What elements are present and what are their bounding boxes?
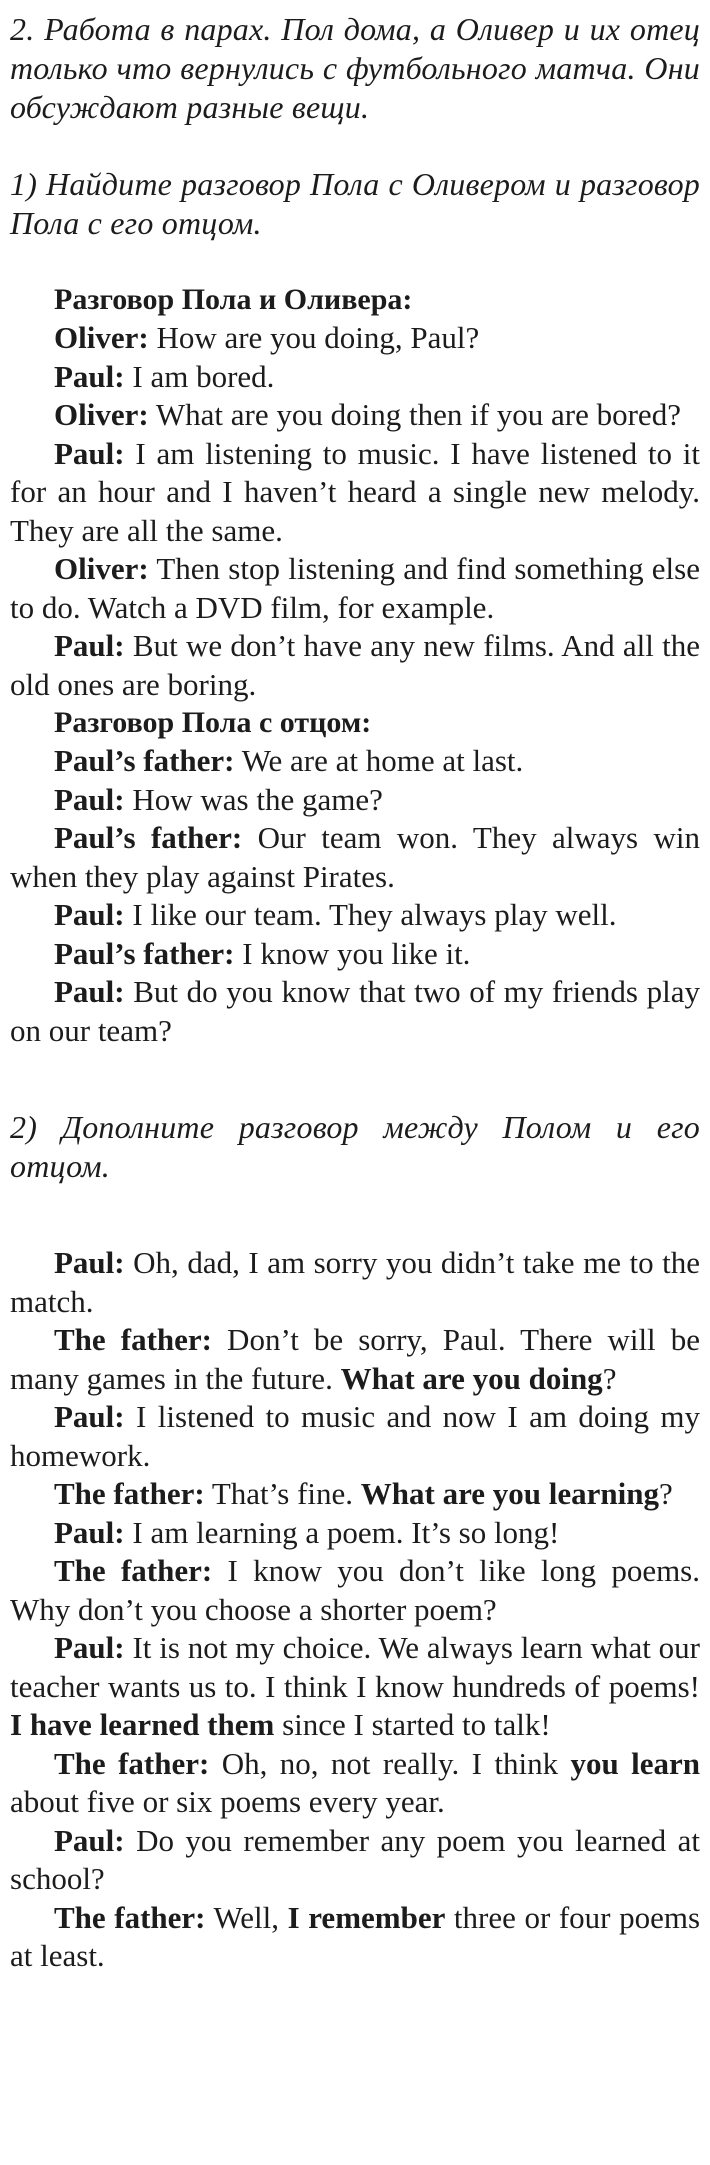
- speaker-name: Paul:: [54, 1399, 125, 1434]
- dialogue-line: [10, 1475, 700, 1514]
- line-text: I am listening to music. I have listened to it for an hour and I haven’t heard a single new melody. They are all the same.: [10, 435, 700, 548]
- line-text: Oh, no, not really. I think: [209, 1745, 571, 1781]
- line-text: ?: [659, 1476, 673, 1511]
- task-2-instruction: 2) Дополните разговор между Полом и его отцом.: [10, 1109, 700, 1184]
- dialogue-line: [10, 742, 700, 781]
- speaker-name: The father:: [54, 1322, 212, 1357]
- line-text: What are you doing then if you are bored?: [148, 397, 681, 432]
- dialogue-line: [10, 550, 700, 627]
- dialogue-line: [10, 1629, 700, 1745]
- dialogue-line: [10, 1899, 700, 1976]
- line-text: Don’t be sorry, Paul. There will be many games in the future.: [10, 1322, 700, 1396]
- speaker-name: The father:: [54, 1745, 210, 1781]
- dialogue-line: [10, 1398, 700, 1475]
- answer-text: you learn: [570, 1745, 700, 1781]
- conversation-2: [10, 742, 700, 1050]
- speaker-name: Paul:: [54, 1245, 125, 1280]
- line-text: I am bored.: [124, 358, 275, 394]
- conversation-1: [10, 319, 700, 704]
- dialogue-line: [10, 627, 700, 704]
- dialogue-line: [10, 781, 700, 820]
- speaker-name: Paul:: [54, 897, 125, 932]
- speaker-name: The father:: [54, 1476, 205, 1511]
- speaker-name: Paul:: [54, 628, 125, 663]
- dialogue-line: [10, 396, 700, 435]
- line-text: I listened to music and now I am doing my homework.: [10, 1399, 700, 1473]
- dialogue-line: [10, 1745, 700, 1822]
- line-text: Do you remember any poem you learned at school?: [10, 1822, 700, 1896]
- line-text: I like our team. They always play well.: [124, 897, 617, 932]
- line-text: ?: [602, 1360, 617, 1396]
- line-text: But do you know that two of my friends play on our team?: [10, 974, 700, 1048]
- speaker-name: Oliver:: [54, 551, 149, 586]
- line-text: We are at home at last.: [234, 743, 524, 778]
- conversation-1-title: Разговор Пола и Оливера:: [54, 283, 413, 316]
- task-intro: 2. Работа в парах. Пол дома, а Оливер и их отец только что вернулись с футбольного матча. Они обсуждают разные вещи.: [10, 11, 700, 125]
- line-text: three or four poems at least.: [10, 1899, 701, 1973]
- task-1-instruction: 1) Найдите разговор Пола с Оливером и разговор Пола с его отцом.: [10, 166, 700, 241]
- answer-text: I have learned them: [10, 1707, 275, 1742]
- speaker-name: Paul’s father:: [54, 743, 235, 778]
- line-text: Oh, dad, I am sorry you didn’t take me to the match.: [10, 1245, 700, 1319]
- dialogue-line: [10, 1552, 700, 1629]
- speaker-name: The father:: [54, 1899, 206, 1935]
- dialogue-line: [10, 358, 700, 397]
- line-text: How was the game?: [124, 781, 383, 817]
- dialogue-line: [10, 1514, 700, 1553]
- line-text: I know you don’t like long poems. Why don’t you choose a shorter poem?: [10, 1553, 700, 1627]
- line-text: about five or six poems every year.: [10, 1784, 445, 1819]
- dialogue-line: [10, 1822, 700, 1899]
- line-text: How are you doing, Paul?: [148, 320, 480, 355]
- dialogue-line: [10, 819, 700, 896]
- speaker-name: Paul’s father:: [54, 935, 235, 971]
- line-text: I know you like it.: [234, 935, 471, 971]
- line-text: That’s fine.: [204, 1476, 361, 1511]
- dialogue-line: [10, 1244, 700, 1321]
- dialogue-line: [10, 319, 700, 358]
- speaker-name: Oliver:: [54, 397, 149, 432]
- line-text: But we don’t have any new films. And all the old ones are boring.: [10, 628, 700, 702]
- speaker-name: Paul:: [54, 435, 125, 471]
- dialogue-line: [10, 896, 700, 935]
- line-text: Well,: [205, 1899, 288, 1935]
- answer-text: What are you doing: [340, 1360, 603, 1396]
- line-text: I am learning a poem. It’s so long!: [124, 1514, 560, 1550]
- speaker-name: Paul:: [54, 1822, 125, 1858]
- answer-text: What are you learning: [360, 1476, 660, 1511]
- speaker-name: Paul:: [54, 974, 125, 1009]
- line-text: since I started to talk!: [274, 1707, 551, 1742]
- speaker-name: Oliver:: [54, 320, 149, 355]
- speaker-name: The father:: [54, 1553, 213, 1588]
- conversation-2-title: Разговор Пола с отцом:: [54, 706, 372, 739]
- dialogue-line: [10, 935, 700, 974]
- speaker-name: Paul:: [54, 781, 125, 817]
- line-text: It is not my choice. We always learn what our teacher wants us to. I think I know hundreds of poems!: [10, 1630, 700, 1704]
- answer-text: I remember: [287, 1899, 446, 1935]
- dialogue-line: [10, 973, 700, 1050]
- speaker-name: Paul’s father:: [54, 820, 243, 855]
- speaker-name: Paul:: [54, 358, 125, 394]
- conversation-3: [10, 1244, 700, 1976]
- dialogue-line: [10, 1321, 700, 1398]
- speaker-name: Paul:: [54, 1514, 125, 1550]
- line-text: Then stop listening and find something else to do. Watch a DVD film, for example.: [10, 551, 700, 625]
- dialogue-line: [10, 435, 700, 551]
- line-text: Our team won. They always win when they play against Pirates.: [10, 820, 701, 894]
- speaker-name: Paul:: [54, 1630, 125, 1665]
